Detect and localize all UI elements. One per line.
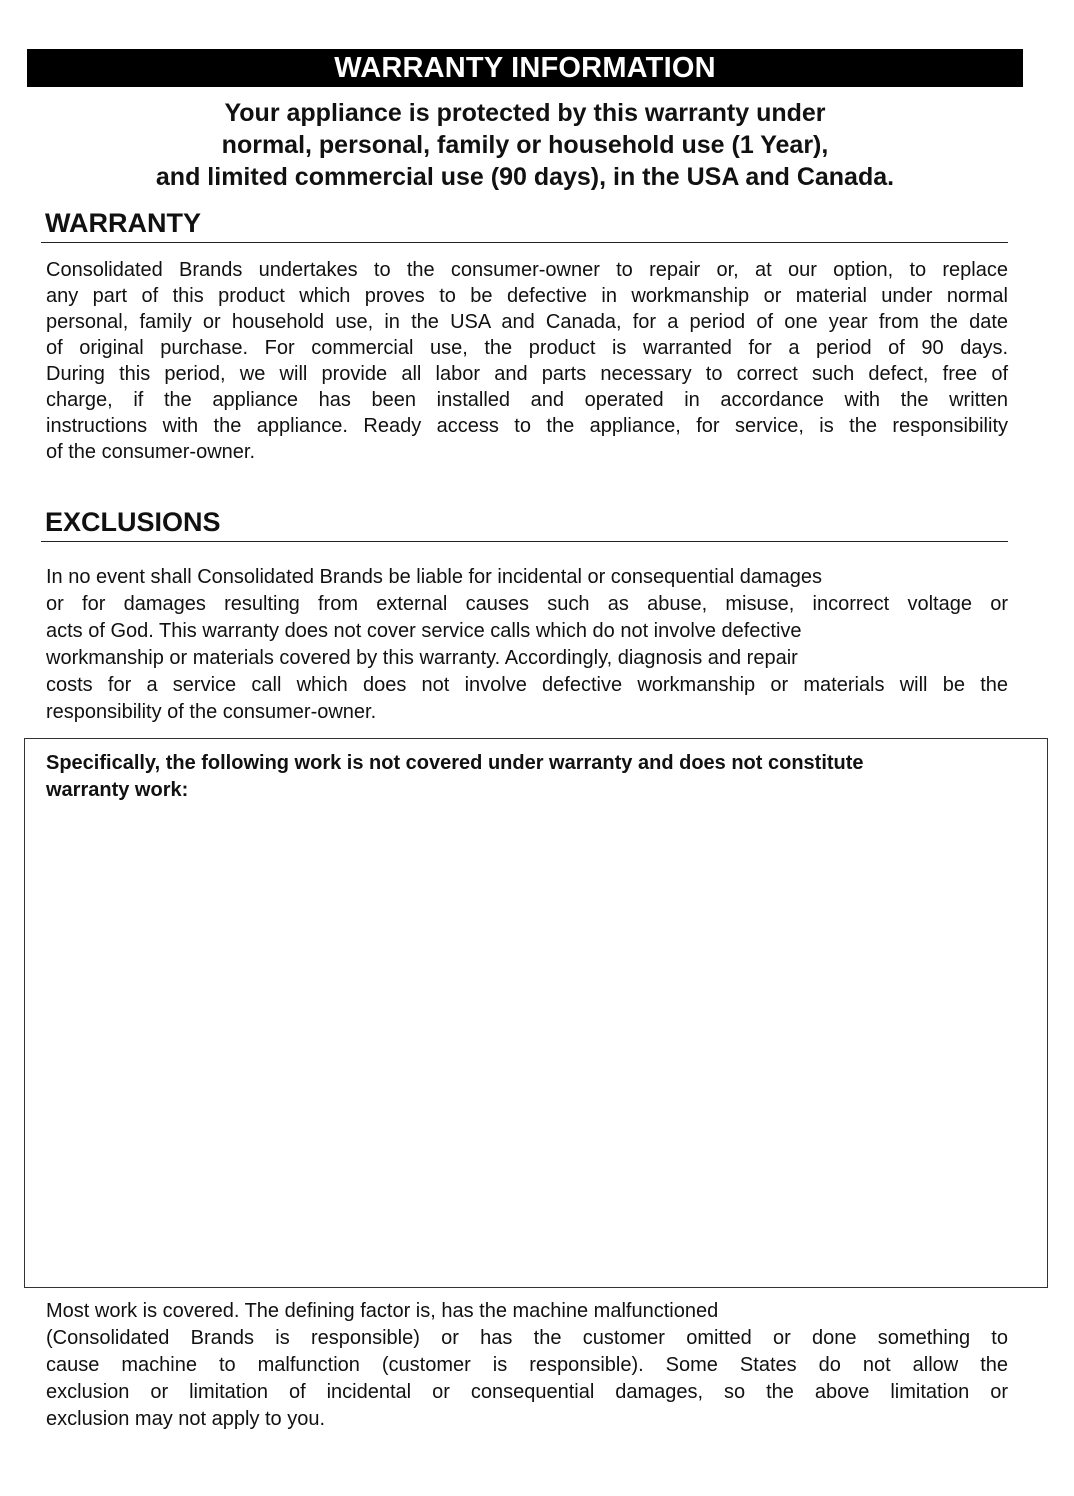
warranty-line: Consolidated Brands undertakes to the consumer-owner to repair or, at our option, to replace — [46, 259, 1008, 281]
subtitle-line: and limited commercial use (90 days), in the USA and Canada. — [155, 163, 895, 191]
closing-line: exclusion may not apply to you. — [46, 1408, 326, 1430]
warranty-line: charge, if the appliance has been installed and operated in accordance with the written — [46, 389, 1008, 411]
warranty-line: During this period, we will provide all labor and parts necessary to correct such defect, free of — [46, 363, 1008, 385]
exclusions-divider — [41, 541, 1008, 542]
warranty-line: instructions with the appliance. Ready access to the appliance, for service, is the responsibility — [46, 415, 1008, 437]
closing-line: exclusion or limitation of incidental or consequential damages, so the above limitation or — [46, 1381, 1008, 1403]
not-covered-box — [24, 738, 1048, 1288]
not-covered-title-line: warranty work: — [46, 779, 189, 801]
exclusions-paragraph — [46, 564, 1008, 726]
warranty-information-banner — [27, 49, 1023, 87]
closing-line: (Consolidated Brands is responsible) or has the customer omitted or done something to — [46, 1327, 1008, 1349]
warranty-line: of the consumer-owner. — [46, 441, 255, 463]
exclusions-line: or for damages resulting from external causes such as abuse, misuse, incorrect voltage or — [46, 593, 1008, 615]
subtitle-line: Your appliance is protected by this warranty under — [224, 99, 826, 127]
warranty-line: any part of this product which proves to be defective in workmanship or material under normal — [46, 285, 1008, 307]
exclusions-heading: EXCLUSIONS — [45, 507, 221, 537]
warranty-paragraph — [46, 257, 1008, 465]
warranty-line: personal, family or household use, in the USA and Canada, for a period of one year from the date — [46, 311, 1008, 333]
banner-title: WARRANTY INFORMATION — [334, 52, 716, 84]
exclusions-line: acts of God. This warranty does not cover service calls which do not involve defective — [46, 620, 802, 642]
coverage-subtitle — [27, 97, 1023, 193]
closing-line: cause machine to malfunction (customer is responsible). Some States do not allow the — [46, 1354, 1008, 1376]
exclusions-line: workmanship or materials covered by this warranty. Accordingly, diagnosis and repair — [46, 647, 798, 669]
closing-line: Most work is covered. The defining factor is, has the machine malfunctioned — [46, 1300, 719, 1322]
exclusions-line: responsibility of the consumer-owner. — [46, 701, 377, 723]
warranty-line: of original purchase. For commercial use, the product is warranted for a period of 90 days. — [46, 337, 1008, 359]
exclusions-line: costs for a service call which does not involve defective workmanship or materials will be the — [46, 674, 1008, 696]
not-covered-title-line: Specifically, the following work is not covered under warranty and does not constitute — [46, 752, 864, 774]
warranty-divider — [41, 242, 1008, 243]
exclusions-line: In no event shall Consolidated Brands be liable for incidental or consequential damages — [46, 566, 823, 588]
subtitle-line: normal, personal, family or household use (1 Year), — [221, 131, 829, 159]
closing-paragraph — [46, 1298, 1008, 1433]
warranty-heading: WARRANTY — [45, 208, 201, 238]
not-covered-title — [46, 750, 1006, 804]
